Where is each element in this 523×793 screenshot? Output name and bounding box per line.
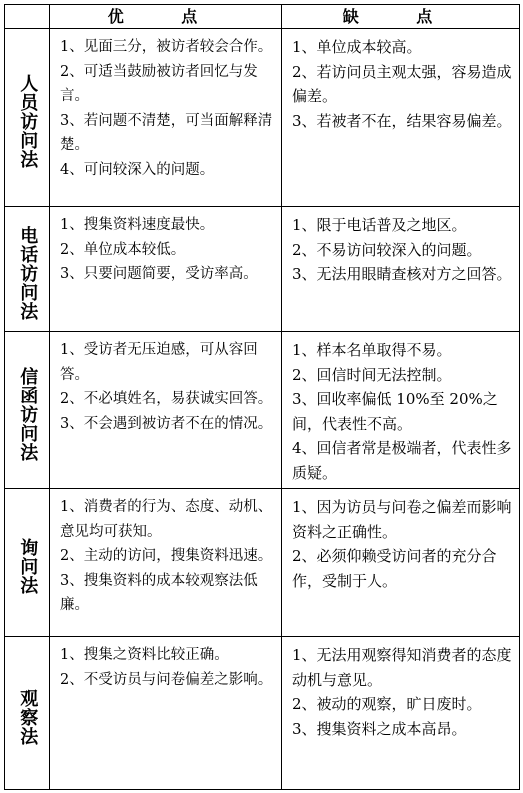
list-item: 2、可适当鼓励被访者回忆与发言。: [60, 63, 258, 104]
list-item: 1、单位成本较高。: [292, 38, 422, 56]
cons-list: [282, 332, 519, 485]
table-row: [5, 207, 519, 332]
pros-list: [50, 207, 281, 287]
cons-list: [282, 489, 519, 593]
table-row: [5, 29, 519, 207]
table-row: [5, 332, 519, 489]
method-label: 观察法: [17, 688, 39, 746]
list-item: 2、主动的访问，搜集资料迅速。: [60, 548, 273, 564]
cons-list: [282, 637, 519, 741]
list-item: 1、限于电话普及之地区。: [292, 216, 467, 234]
list-item: 1、消费者的行为、态度、动机、意见均可获知。: [60, 499, 273, 540]
list-item: 3、只要问题简要，受访率高。: [60, 266, 258, 282]
header-row: [5, 5, 519, 29]
method-label: 信函访问法: [17, 366, 39, 462]
list-item: 3、搜集资料的成本较观察法低廉。: [60, 572, 258, 613]
list-item: 4、可问较深入的问题。: [60, 161, 215, 178]
list-item: 1、受访者无压迫感，可从容回答。: [60, 342, 258, 383]
pros-list: [50, 489, 281, 618]
header-method-cell: [5, 5, 50, 28]
list-item: 2、必须仰赖受访问者的充分合作，受制于人。: [292, 547, 497, 590]
list-item: 1、搜集资料速度最快。: [60, 217, 215, 233]
header-pros: 优 点: [50, 5, 282, 28]
pros-list: [50, 29, 281, 182]
table-row: [5, 637, 519, 789]
comparison-table: [4, 4, 520, 790]
list-item: 3、回收率偏低 10%至 20%之间，代表性不高。: [292, 390, 498, 433]
header-cons: 缺 点: [342, 7, 459, 26]
list-item: 3、不会遇到被访者不在的情况。: [60, 415, 273, 432]
list-item: 1、见面三分，被访者较会合作。: [60, 39, 273, 55]
list-item: 2、不易访问较深入的问题。: [292, 240, 482, 259]
pros-list: [50, 332, 281, 436]
list-item: 3、搜集资料之成本高昂。: [292, 719, 467, 738]
method-label: 人员访问法: [17, 74, 39, 169]
pros-list: [50, 637, 281, 692]
list-item: 3、无法用眼睛查核对方之回答。: [292, 265, 512, 283]
method-label: 电话访问法: [17, 225, 39, 321]
table-row: [5, 489, 519, 637]
list-item: 2、回信时间无法控制。: [292, 365, 452, 384]
list-item: 4、回信者常是极端者，代表性多质疑。: [292, 439, 512, 482]
list-item: 1、因为访员与问卷之偏差而影响资料之正确性。: [292, 498, 512, 541]
list-item: 2、被动的观察，旷日废时。: [292, 695, 482, 713]
list-item: 1、搜集之资料比较正确。: [60, 647, 229, 663]
cons-list: [282, 207, 519, 287]
method-label: 询问法: [17, 538, 39, 595]
list-item: 1、无法用观察得知消费者的态度动机与意见。: [292, 646, 512, 689]
list-item: 3、若问题不清楚，可当面解释清楚。: [60, 112, 273, 153]
list-item: 3、若被者不在，结果容易偏差。: [292, 111, 512, 130]
list-item: 2、若访问员主观太强，容易造成偏差。: [292, 62, 512, 105]
cons-list: [282, 29, 519, 133]
list-item: 2、单位成本较低。: [60, 241, 186, 258]
list-item: 2、不受访员与问卷偏差之影响。: [60, 671, 273, 688]
list-item: 2、不必填姓名，易获诚实回答。: [60, 391, 273, 407]
list-item: 1、样本名单取得不易。: [292, 341, 452, 359]
